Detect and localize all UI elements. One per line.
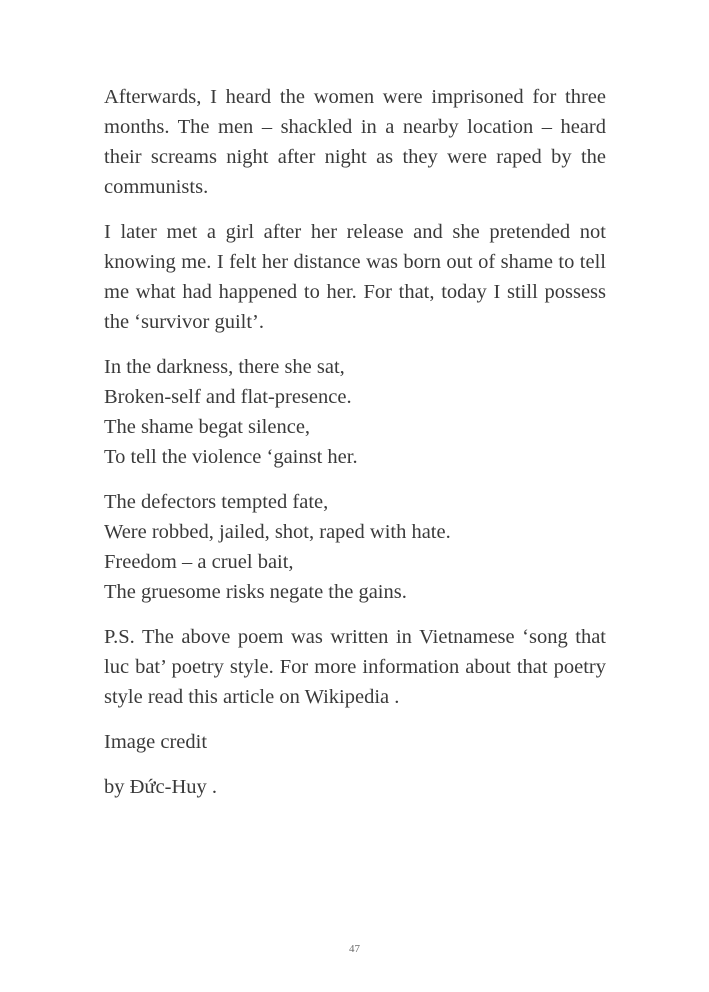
wikipedia-link[interactable]: Wikipedia [304, 686, 390, 708]
poem-stanza-2 [104, 487, 606, 607]
poem-line: In the darkness, there she sat, [104, 356, 345, 378]
postscript-suffix: . [389, 686, 400, 708]
author-link[interactable]: Đức-Huy [129, 776, 207, 798]
poem-line: Broken-self and flat-presence. [104, 386, 352, 408]
poem-line: Freedom – a cruel bait, [104, 551, 294, 573]
page-number: 47 [349, 943, 360, 955]
poem-line: To tell the violence ‘gainst her. [104, 446, 358, 468]
poem-stanza-1 [104, 352, 606, 472]
image-credit-label: Image credit [104, 731, 208, 753]
credit-by-prefix: by [104, 776, 130, 798]
paragraph-postscript [104, 622, 606, 712]
postscript-text: P.S. The above poem was written in Vietnamese ‘song that luc bat’ poetry style. For more information about that poetry style read this article on [104, 626, 606, 708]
poem-line: The defectors tempted fate, [104, 491, 329, 513]
image-credit-author [104, 772, 606, 802]
page-body [104, 82, 606, 817]
poem-line: The gruesome risks negate the gains. [104, 581, 407, 603]
poem-line: Were robbed, jailed, shot, raped with hate. [104, 521, 451, 543]
paragraph-afterwards: Afterwards, I heard the women were imprisoned for three months. The men – shackled in a nearby location – heard their screams night after night as they were raped by the communists. [104, 86, 606, 198]
poem-line: The shame begat silence, [104, 416, 311, 438]
credit-suffix: . [206, 776, 218, 798]
paragraph-later-met: I later met a girl after her release and she pretended not knowing me. I felt her distance was born out of shame to tell me what had happened to her. For that, today I still possess the ‘survivor guilt’. [104, 221, 606, 333]
